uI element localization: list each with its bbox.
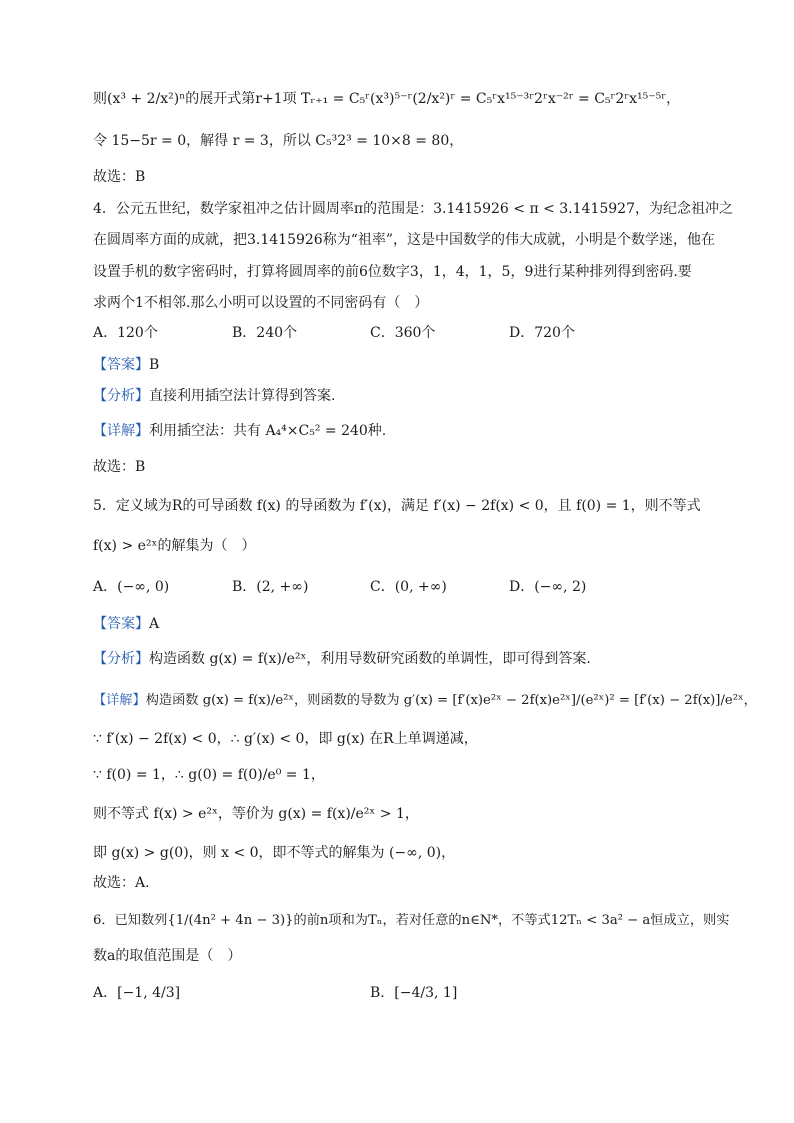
q5-step-1: ∵ f′(x) − 2f(x) < 0，∴ g′(x) < 0，即 g(x) 在R上单调递减，	[93, 731, 478, 747]
q6-stem-line-1: 6．已知数列{1/(4n² + 4n − 3)}的前n项和为Tₙ，若对任意的n∈N*，不等式12Tₙ < 3a² − a恒成立，则实	[93, 913, 730, 928]
q5-conclusion: 故选：A.	[93, 875, 150, 891]
q5-stem-line-1: 5．定义域为R的可导函数 f(x) 的导函数为 f′(x)，满足 f′(x) − 2f(x) < 0，且 f(0) = 1，则不等式	[93, 498, 701, 514]
expansion-general-term: 则(x³ + 2/x²)ⁿ的展开式第r+1项 Tᵣ₊₁ = C₅ʳ(x³)⁵⁻ʳ(2/x²)ʳ = C₅ʳx¹⁵⁻³ʳ2ʳx⁻²ʳ = C₅ʳ2ʳx¹⁵⁻⁵ʳ，	[93, 91, 681, 107]
analysis-tag: 【分析】	[93, 388, 149, 404]
detail-text: 利用插空法：共有 A₄⁴×C₅² = 240种.	[149, 423, 387, 439]
q4-option-d: D．720个	[509, 325, 575, 341]
q6-option-b: B．[−4/3, 1]	[370, 985, 458, 1001]
q5-option-c: C．(0, +∞)	[370, 579, 447, 595]
solve-r-line: 令 15−5r = 0，解得 r = 3，所以 C₅³2³ = 10×8 = 80，	[93, 133, 464, 149]
answer-value: A	[149, 616, 160, 632]
answer-tag: 【答案】	[93, 616, 149, 632]
answer-tag: 【答案】	[93, 357, 149, 373]
analysis-tag: 【分析】	[93, 651, 149, 667]
q5-analysis	[93, 648, 713, 670]
q4-detail	[93, 420, 713, 442]
detail-tag: 【详解】	[93, 423, 149, 439]
q4-stem-line-1: 4．公元五世纪，数学家祖冲之估计圆周率π的范围是：3.1415926 < π < 3.1415927，为纪念祖冲之	[93, 201, 733, 217]
q6-option-a: A．[−1, 4/3]	[93, 985, 181, 1001]
q5-step-2: ∵ f(0) = 1，∴ g(0) = f(0)/e⁰ = 1，	[93, 767, 325, 783]
analysis-text: 构造函数 g(x) = f(x)/e²ˣ，利用导数研究函数的单调性，即可得到答案.	[149, 651, 591, 667]
analysis-text: 直接利用插空法计算得到答案.	[149, 388, 336, 404]
answer-value: B	[149, 357, 160, 373]
q4-option-c: C．360个	[370, 325, 436, 341]
q5-detail	[93, 690, 757, 712]
q4-conclusion: 故选：B	[93, 459, 146, 475]
detail-text: 构造函数 g(x) = f(x)/e²ˣ，则函数的导数为 g′(x) = [f′(x)e²ˣ − 2f(x)e²ˣ]/(e²ˣ)² = [f′(x) − 2f(x)]/e²ˣ，	[145, 693, 757, 708]
q4-stem-line-3: 设置手机的数字密码时，打算将圆周率的前6位数字3，1，4，1，5，9进行某种排列得到密码.要	[93, 264, 692, 280]
q5-answer	[93, 613, 713, 635]
q4-option-a: A．120个	[93, 325, 158, 341]
q5-step-3: 则不等式 f(x) > e²ˣ，等价为 g(x) = f(x)/e²ˣ > 1，	[93, 806, 419, 822]
q5-option-a: A．(−∞, 0)	[93, 579, 170, 595]
q4-stem-line-2: 在圆周率方面的成就，把3.1415926称为“祖率”，这是中国数学的伟大成就，小明是个数学迷，他在	[93, 232, 716, 248]
q4-analysis	[93, 385, 713, 407]
q4-answer	[93, 354, 713, 376]
q4-stem-line-4: 求两个1不相邻.那么小明可以设置的不同密码有（ ）	[93, 295, 429, 311]
q5-option-b: B．(2, +∞)	[232, 579, 309, 595]
q3-conclusion: 故选：B	[93, 169, 146, 185]
detail-tag: 【详解】	[93, 693, 146, 708]
q4-option-b: B．240个	[232, 325, 298, 341]
q6-stem-line-2: 数a的取值范围是（ ）	[93, 948, 242, 964]
q5-stem-line-2: f(x) > e²ˣ的解集为（ ）	[93, 538, 256, 554]
q5-option-d: D．(−∞, 2)	[509, 579, 587, 595]
q5-step-4: 即 g(x) > g(0)，则 x < 0，即不等式的解集为 (−∞, 0)，	[93, 845, 456, 861]
